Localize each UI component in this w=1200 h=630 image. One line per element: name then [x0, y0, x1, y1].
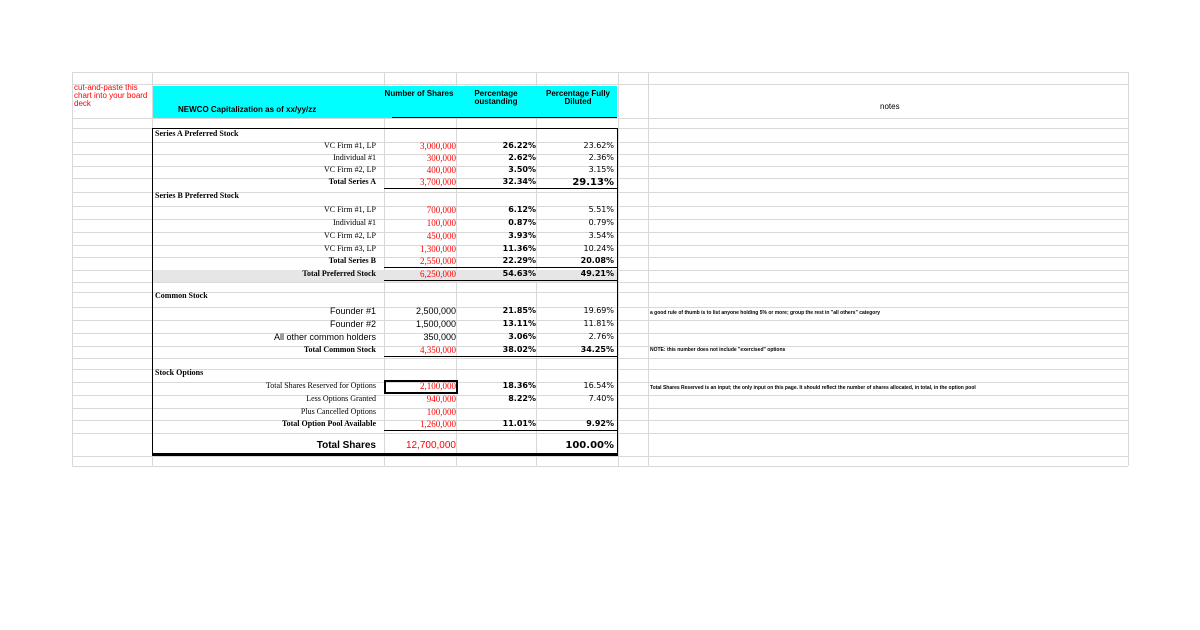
pct-outstanding-value[interactable]: 11.01%: [502, 419, 536, 428]
pct-diluted-value[interactable]: 9.92%: [586, 419, 614, 428]
shares-value[interactable]: 300,000: [426, 153, 456, 163]
grid-col-line: [72, 72, 73, 466]
row-label[interactable]: Less Options Granted: [306, 394, 376, 403]
row-label[interactable]: Individual #1: [333, 218, 376, 227]
pct-diluted-value[interactable]: 34.25%: [580, 345, 614, 354]
shares-value[interactable]: 940,000: [426, 394, 456, 404]
total-underline: [384, 280, 617, 281]
row-label[interactable]: VC Firm #1, LP: [323, 141, 376, 150]
pct-diluted-value[interactable]: 11.81%: [583, 319, 614, 328]
shares-value[interactable]: 2,550,000: [420, 256, 456, 266]
row-label[interactable]: Founder #1: [329, 306, 376, 316]
row-label[interactable]: All other common holders: [273, 332, 376, 342]
row-label[interactable]: Total Shares: [316, 440, 376, 451]
pct-outstanding-value[interactable]: 13.11%: [502, 319, 536, 328]
row-label[interactable]: Individual #1: [333, 153, 376, 162]
pct-outstanding-value[interactable]: 18.36%: [502, 381, 536, 390]
row-label[interactable]: Plus Cancelled Options: [300, 407, 376, 416]
shares-value[interactable]: 6,250,000: [420, 269, 456, 279]
shares-value[interactable]: 1,500,000: [415, 319, 456, 329]
pct-diluted-value[interactable]: 0.79%: [588, 218, 614, 227]
shares-value[interactable]: 400,000: [426, 165, 456, 175]
pct-diluted-value[interactable]: 2.36%: [588, 153, 614, 162]
table-bottom-border: [152, 454, 618, 456]
col-header-pct-diluted[interactable]: Percentage Fully Diluted: [545, 89, 611, 106]
shares-value[interactable]: 350,000: [423, 332, 456, 342]
shares-value[interactable]: 3,000,000: [420, 141, 456, 151]
row-label[interactable]: VC Firm #1, LP: [323, 205, 376, 214]
pct-outstanding-value[interactable]: 3.50%: [508, 165, 536, 174]
shares-value[interactable]: 3,700,000: [420, 177, 456, 187]
grid-col-line: [1128, 72, 1129, 466]
pct-outstanding-value[interactable]: 3.93%: [508, 231, 536, 240]
note-rule-of-thumb[interactable]: a good rule of thumb is to list anyone holding 5% or more; group the rest in "all others" category: [650, 310, 881, 316]
pct-outstanding-value[interactable]: 11.36%: [502, 244, 536, 253]
row-label[interactable]: Total Series B: [328, 256, 376, 265]
col-header-shares[interactable]: Number of Shares: [384, 89, 454, 98]
pct-outstanding-value[interactable]: 0.87%: [508, 218, 536, 227]
input-cell-outline: [384, 380, 458, 394]
cap-table-title[interactable]: NEWCO Capitalization as of xx/yy/zz: [178, 105, 317, 114]
grid-row-line: [72, 466, 1128, 467]
pct-outstanding-value[interactable]: 32.34%: [502, 177, 536, 186]
total-underline: [384, 430, 617, 431]
header-underline: [392, 117, 617, 118]
pct-diluted-value[interactable]: 23.62%: [583, 141, 614, 150]
shares-value[interactable]: 1,260,000: [420, 419, 456, 429]
section-label[interactable]: Stock Options: [155, 368, 204, 377]
pct-outstanding-value[interactable]: 2.62%: [508, 153, 536, 162]
table-border: [152, 128, 618, 454]
pct-diluted-value[interactable]: 7.40%: [588, 394, 614, 403]
section-label[interactable]: Series B Preferred Stock: [155, 191, 239, 200]
pct-diluted-value[interactable]: 5.51%: [588, 205, 614, 214]
note-options-input[interactable]: Total Shares Reserved is an input; the only input on this page. It should reflect the number of shares allocated, in total, in the option pool: [650, 385, 976, 391]
row-label[interactable]: Total Preferred Stock: [302, 269, 376, 278]
shares-value[interactable]: 1,300,000: [420, 244, 456, 254]
pct-diluted-value[interactable]: 49.21%: [580, 269, 614, 278]
pct-diluted-value[interactable]: 2.76%: [588, 332, 614, 341]
grid-row-line: [72, 118, 1128, 119]
pct-diluted-value[interactable]: 10.24%: [583, 244, 614, 253]
pct-diluted-value[interactable]: 20.08%: [580, 256, 614, 265]
shares-value[interactable]: 4,350,000: [420, 345, 456, 355]
row-label[interactable]: Founder #2: [329, 319, 376, 329]
shares-value[interactable]: 2,100,000: [420, 381, 456, 391]
row-label[interactable]: Total Shares Reserved for Options: [265, 381, 376, 390]
total-underline: [384, 188, 617, 189]
row-label[interactable]: VC Firm #2, LP: [323, 231, 376, 240]
grid-col-line: [618, 72, 619, 466]
section-label[interactable]: Series A Preferred Stock: [155, 129, 239, 138]
pct-outstanding-value[interactable]: 54.63%: [502, 269, 536, 278]
pct-diluted-value[interactable]: 100.00%: [565, 440, 614, 451]
shares-value[interactable]: 700,000: [426, 205, 456, 215]
shares-value[interactable]: 100,000: [426, 407, 456, 417]
pct-diluted-value[interactable]: 16.54%: [583, 381, 614, 390]
pct-diluted-value[interactable]: 3.15%: [588, 165, 614, 174]
row-label[interactable]: Total Common Stock: [303, 345, 376, 354]
pct-outstanding-value[interactable]: 8.22%: [508, 394, 536, 403]
row-label[interactable]: Total Option Pool Available: [281, 419, 376, 428]
notes-header[interactable]: notes: [880, 102, 900, 111]
pct-diluted-value[interactable]: 19.69%: [583, 306, 614, 315]
section-label[interactable]: Common Stock: [155, 291, 208, 300]
shares-value[interactable]: 12,700,000: [405, 440, 456, 451]
pct-outstanding-value[interactable]: 26.22%: [502, 141, 536, 150]
row-label[interactable]: VC Firm #3, LP: [323, 244, 376, 253]
grid-row-line: [72, 456, 1128, 457]
grid-row-line: [72, 84, 1128, 85]
pct-outstanding-value[interactable]: 22.29%: [502, 256, 536, 265]
shares-value[interactable]: 2,500,000: [415, 306, 456, 316]
grid-col-line: [648, 72, 649, 466]
total-underline: [384, 267, 617, 268]
pct-outstanding-value[interactable]: 21.85%: [502, 306, 536, 315]
pct-diluted-value[interactable]: 29.13%: [572, 177, 614, 188]
grid-row-line: [72, 72, 1128, 73]
pct-outstanding-value[interactable]: 6.12%: [508, 205, 536, 214]
cut-paste-note[interactable]: cut-and-paste this chart into your board deck: [74, 83, 148, 108]
shares-value[interactable]: 100,000: [426, 218, 456, 228]
pct-outstanding-value[interactable]: 38.02%: [502, 345, 536, 354]
note-exercised[interactable]: NOTE: this number does not include "exercised" options: [650, 347, 786, 353]
pct-diluted-value[interactable]: 3.54%: [588, 231, 614, 240]
shares-value[interactable]: 450,000: [426, 231, 456, 241]
row-label[interactable]: Total Series A: [328, 177, 376, 186]
row-label[interactable]: VC Firm #2, LP: [323, 165, 376, 174]
pct-outstanding-value[interactable]: 3.06%: [508, 332, 536, 341]
total-underline: [384, 356, 617, 357]
col-header-pct-outstanding[interactable]: Percentage oustanding: [474, 89, 518, 106]
